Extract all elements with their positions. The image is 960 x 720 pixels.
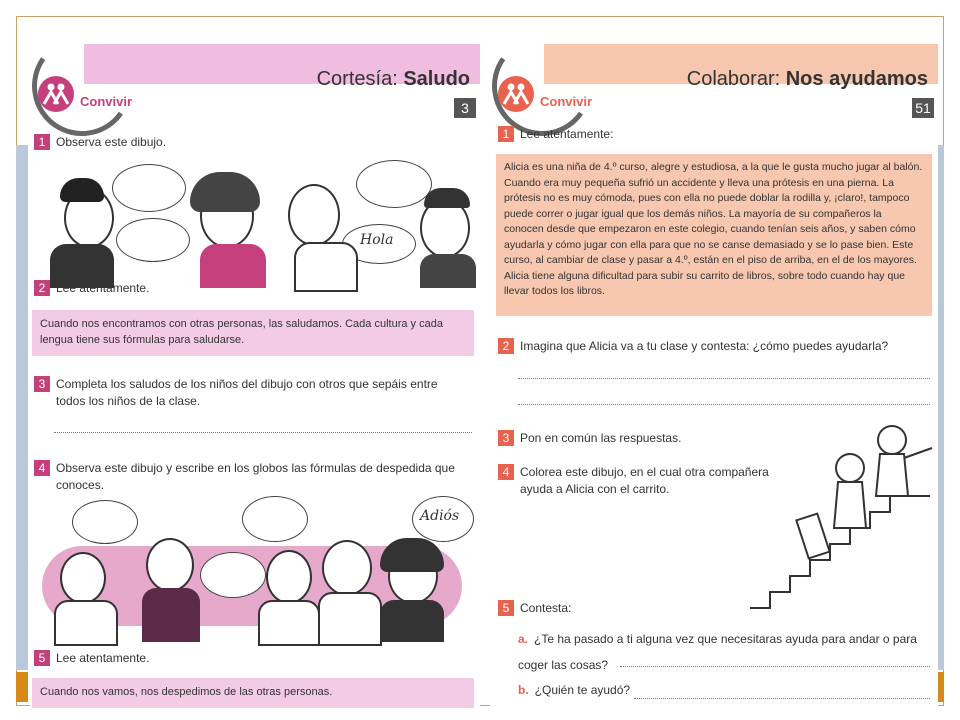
item-1: [498, 126, 928, 143]
title-prefix: Cortesía:: [316, 68, 398, 90]
child-shirt: [258, 600, 320, 646]
child-face: [60, 552, 106, 604]
question-b: [518, 682, 932, 699]
left-header: [30, 36, 480, 116]
item-3: [34, 376, 474, 410]
answer-line[interactable]: [518, 378, 930, 379]
page-title: [687, 68, 928, 91]
item-text: Imagina que Alicia va a tu clase y contesta: ¿cómo puedes ayudarla?: [520, 339, 889, 353]
title-bold: Saludo: [403, 68, 470, 90]
stairs-illustration: [740, 408, 936, 622]
title-prefix: Colaborar:: [686, 68, 781, 90]
speech-bubble[interactable]: [72, 500, 138, 544]
reading-box: Alicia es una niña de 4.º curso, alegre y estudiosa, a la que le gusta mucho jugar al balón. Cuando era muy pequeña sufrió un accidente y lleva una prótesis en una pierna. La prótesis no es muy cómoda, pues con ella no puede doblar la rodilla y, ¡claro!, tampoco puede correr o jugar igual que los demás niños. La mayoría de su compañeros la conocen desde que empezaron en este colegio, cuando tenían seis años, y saben cómo ayudarla y cómo jugar con ella para que no se canse demasiado y se lo pase bien. Este curso, al cambiar de clase y pasar a 4.º, están en el piso de arriba, en el de los mayores. Alicia tiene alguna dificultad para subir su carrito de libros, sobre todo cuando hay que llevar todos los libros.: [496, 154, 932, 316]
item-text: Observa este dibujo.: [56, 135, 167, 149]
info-box: Cuando nos vamos, nos despedimos de las otras personas.: [32, 678, 474, 708]
answer-line[interactable]: [518, 404, 930, 405]
answer-line[interactable]: [634, 698, 930, 699]
left-page: [30, 18, 480, 708]
item-number: 2: [498, 338, 514, 354]
item-text: Lee atentamente.: [56, 281, 150, 295]
convivir-logo: [498, 76, 534, 112]
section-label: Convivir: [540, 94, 593, 109]
item-number: 3: [34, 376, 50, 392]
item-3: [498, 430, 748, 447]
greeting-illustration: [50, 158, 480, 288]
child-face: [266, 550, 312, 604]
item-number: 4: [34, 460, 50, 476]
child-hair: [60, 178, 104, 202]
page-number: 51: [912, 98, 934, 118]
item-2: [498, 338, 928, 355]
item-number: 5: [34, 650, 50, 666]
speech-bubble: [112, 164, 186, 212]
item-number: 2: [34, 280, 50, 296]
page-title: [317, 68, 470, 91]
right-header: [490, 36, 938, 116]
answer-line[interactable]: [620, 666, 930, 667]
item-text: Pon en común las respuestas.: [520, 431, 682, 445]
child-shirt: [54, 600, 118, 646]
speech-bubble: [116, 218, 190, 262]
item-text: Lee atentamente.: [56, 651, 150, 665]
question-label: a.: [518, 632, 529, 646]
item-number: 3: [498, 430, 514, 446]
item-5: [34, 650, 464, 667]
speech-bubble: [356, 160, 432, 208]
question-text: ¿Te ha pasado a ti alguna vez que necesitaras ayuda para andar o para coger las cosas?: [518, 632, 917, 672]
item-text: Colorea este dibujo, en el cual otra compañera ayuda a Alicia con el carrito.: [520, 465, 769, 496]
item-number: 5: [498, 600, 514, 616]
question-text: ¿Quién te ayudó?: [534, 683, 631, 697]
speech-bubble[interactable]: [242, 496, 308, 542]
bubble-text: Hola: [360, 232, 394, 248]
question-label: b.: [518, 683, 529, 697]
item-text: Lee atentamente:: [520, 127, 614, 141]
child-hair: [380, 538, 444, 572]
item-number: 4: [498, 464, 514, 480]
item-text: Observa este dibujo y escribe en los globos las fórmulas de despedida que conoces.: [56, 461, 455, 492]
info-box: Cuando nos encontramos con otras personas, las saludamos. Cada cultura y cada lengua tiene sus fórmulas para saludarse.: [32, 310, 474, 356]
item-4: [34, 460, 474, 494]
item-text: Completa los saludos de los niños del dibujo con otros que sepáis entre todos los niños de la clase.: [56, 377, 438, 408]
item-text: Contesta:: [520, 601, 572, 615]
item-2: [34, 280, 464, 297]
child-face: [146, 538, 194, 592]
child-shirt: [142, 588, 200, 642]
item-number: 1: [34, 134, 50, 150]
item-number: 1: [498, 126, 514, 142]
child-face: [322, 540, 372, 596]
farewell-illustration: [32, 496, 476, 642]
speech-bubble[interactable]: [200, 552, 266, 598]
section-label: Convivir: [80, 94, 133, 109]
item-5: [498, 600, 748, 617]
convivir-logo: [38, 76, 74, 112]
child-hair: [190, 172, 260, 212]
child-hair: [424, 188, 470, 208]
title-bold: Nos ayudamos: [785, 68, 928, 90]
child-face: [288, 184, 340, 246]
bubble-text: Adiós: [420, 508, 460, 524]
right-page: [490, 18, 938, 708]
left-edge-strip: [16, 145, 28, 670]
left-edge-gold: [16, 672, 28, 702]
item-1: [34, 134, 464, 151]
question-a: [518, 626, 932, 678]
page-number: 3: [454, 98, 476, 118]
child-shirt: [380, 600, 444, 642]
answer-line[interactable]: [54, 432, 472, 433]
child-shirt: [318, 592, 382, 646]
